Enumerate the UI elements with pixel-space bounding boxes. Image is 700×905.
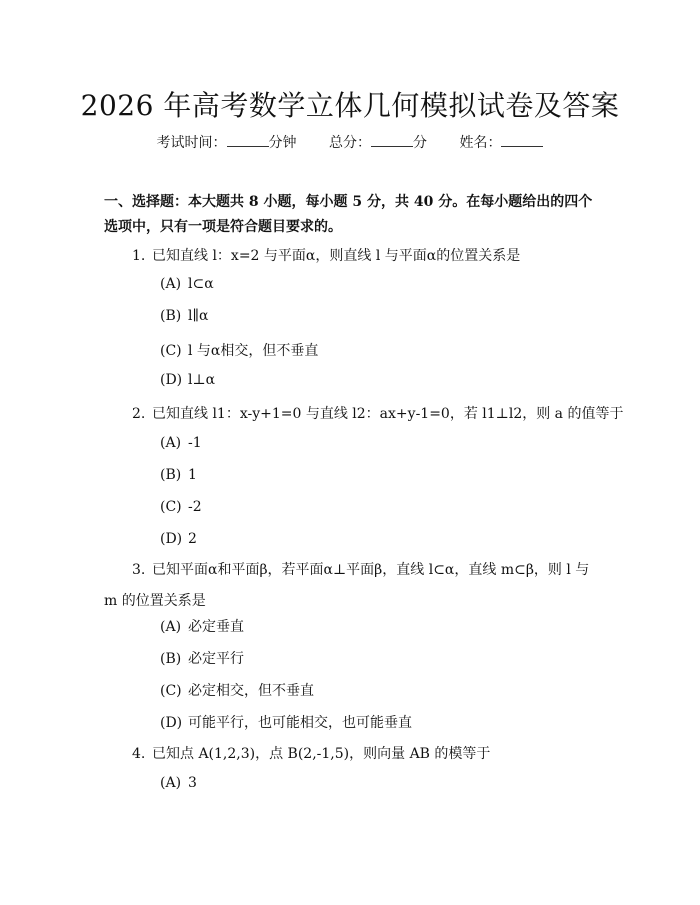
option-label: (A) bbox=[160, 619, 182, 635]
score-blank bbox=[371, 133, 413, 147]
question-text: 已知点 A(1,2,3)，点 B(2,-1,5)，则向量 AB 的模等于 bbox=[152, 746, 491, 762]
score-unit: 分 bbox=[413, 135, 427, 151]
option-2c bbox=[160, 499, 202, 515]
question-number: 2. bbox=[132, 406, 146, 422]
name-blank bbox=[501, 133, 543, 147]
option-label: (B) bbox=[160, 651, 182, 667]
question-text: 已知直线 l：x=2 与平面α，则直线 l 与平面α的位置关系是 bbox=[152, 248, 521, 264]
score-label: 总分： bbox=[329, 135, 371, 151]
option-text: l∥α bbox=[188, 308, 209, 324]
question-number: 4. bbox=[132, 746, 146, 762]
option-2d bbox=[160, 531, 197, 547]
option-text: 可能平行，也可能相交，也可能垂直 bbox=[188, 715, 412, 731]
question-2 bbox=[132, 403, 623, 423]
time-label: 考试时间： bbox=[156, 135, 227, 151]
option-label: (A) bbox=[160, 276, 182, 292]
option-text: l⊥α bbox=[188, 372, 216, 388]
option-label: (D) bbox=[160, 715, 183, 731]
time-unit: 分钟 bbox=[268, 135, 297, 151]
option-3a bbox=[160, 616, 244, 636]
option-1a bbox=[160, 276, 214, 292]
option-label: (C) bbox=[160, 499, 182, 515]
exam-title: 2026 年高考数学立体几何模拟试卷及答案 bbox=[80, 89, 620, 122]
option-1c bbox=[160, 340, 318, 360]
option-label: (A) bbox=[160, 775, 182, 791]
option-2b bbox=[160, 467, 197, 483]
option-1d bbox=[160, 372, 215, 388]
question-number: 3. bbox=[132, 562, 146, 578]
question-number: 1. bbox=[132, 248, 146, 264]
option-label: (A) bbox=[160, 435, 182, 451]
option-label: (B) bbox=[160, 467, 182, 483]
option-label: (C) bbox=[160, 683, 182, 699]
time-blank bbox=[227, 133, 269, 147]
section-heading: 一、选择题：本大题共 8 小题，每小题 5 分，共 40 分。在每小题给出的四个选项中，只有一项是符合题目要求的。 bbox=[104, 194, 593, 235]
question-text: 已知平面α和平面β，若平面α⊥平面β，直线 l⊂α，直线 m⊂β，则 l 与 m 的位置关系是 bbox=[104, 562, 590, 609]
option-2a bbox=[160, 435, 202, 451]
option-label: (B) bbox=[160, 308, 182, 324]
option-4a bbox=[160, 775, 197, 791]
option-text: -2 bbox=[188, 499, 202, 515]
name-field bbox=[459, 132, 543, 152]
option-3c bbox=[160, 680, 314, 700]
question-1 bbox=[132, 245, 520, 265]
option-text: 1 bbox=[188, 467, 197, 483]
option-text: 必定垂直 bbox=[188, 619, 244, 635]
option-label: (C) bbox=[160, 343, 182, 359]
option-1b bbox=[160, 308, 208, 324]
option-label: (D) bbox=[160, 531, 183, 547]
option-text: l⊂α bbox=[188, 276, 214, 292]
question-3 bbox=[104, 555, 604, 617]
option-3b bbox=[160, 648, 244, 668]
option-text: l 与α相交，但不垂直 bbox=[188, 343, 319, 359]
question-text: 已知直线 l1：x-y+1=0 与直线 l2：ax+y-1=0，若 l1⊥l2，则 a 的值等于 bbox=[152, 406, 624, 422]
option-text: 必定平行 bbox=[188, 651, 244, 667]
option-text: 必定相交，但不垂直 bbox=[188, 683, 314, 699]
option-3d bbox=[160, 712, 412, 732]
option-text: 3 bbox=[188, 775, 197, 791]
total-score-field bbox=[329, 132, 427, 152]
exam-meta bbox=[0, 132, 700, 152]
option-label: (D) bbox=[160, 372, 183, 388]
exam-time-field bbox=[157, 132, 297, 152]
question-4 bbox=[132, 743, 490, 763]
option-text: 2 bbox=[188, 531, 197, 547]
option-text: -1 bbox=[188, 435, 202, 451]
name-label: 姓名： bbox=[459, 135, 502, 151]
